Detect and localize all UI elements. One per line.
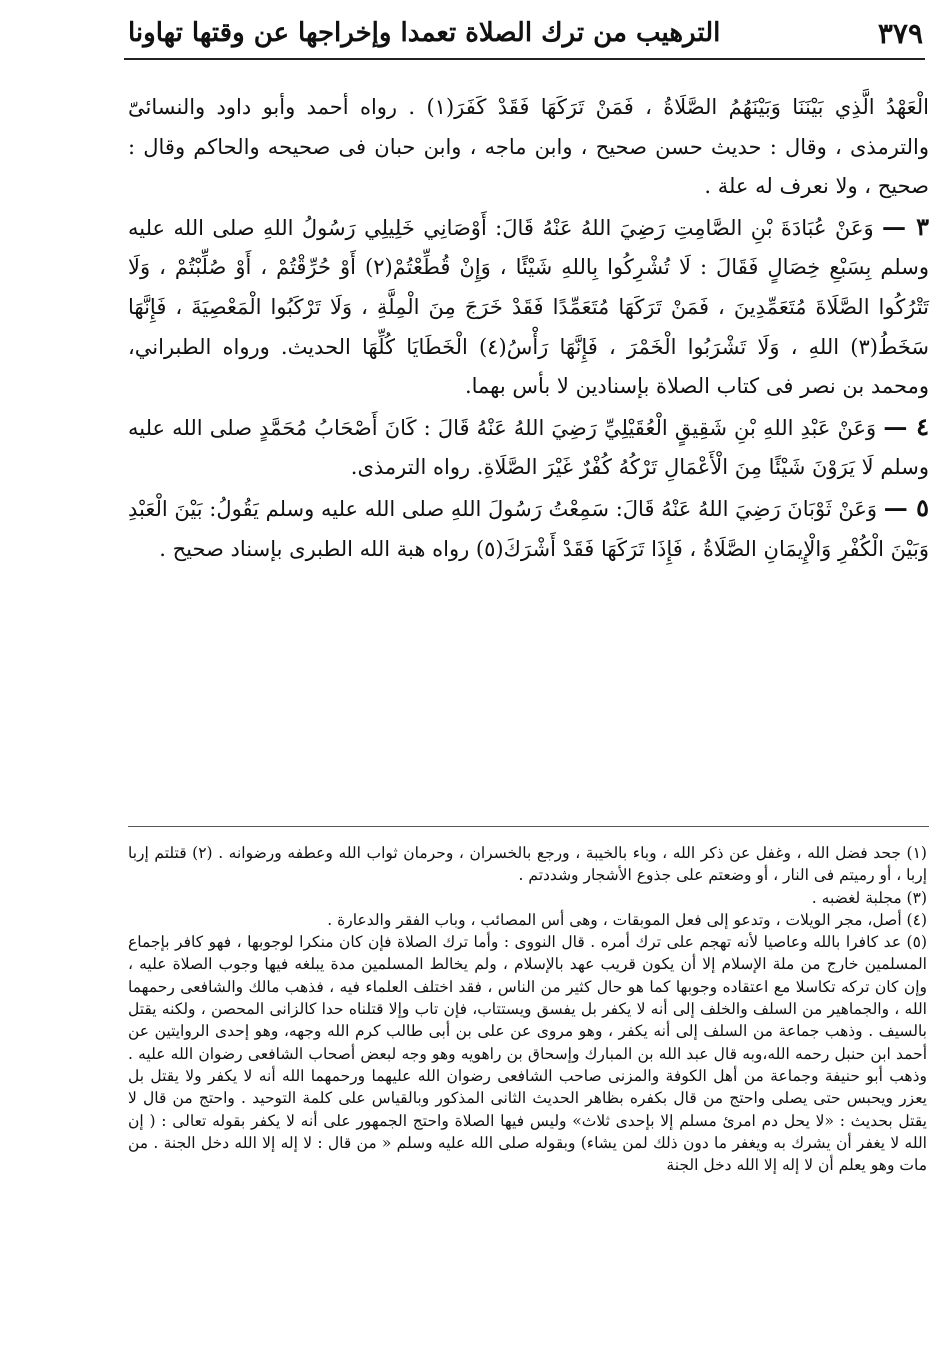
footnote-text: (٢) قتلتم إربا إربا ، أو رميتم فى النار ، أو وضعتم على جذوع الأشجار وشددتم . [128, 844, 927, 885]
footnote-text: (١) جحد فضل الله ، وغفل عن ذكر الله ، وباء بالخيبة ، ورجع بالخسران ، وحرمان ثواب الله وعطفه ورضوانه . [218, 844, 927, 862]
footnotes [128, 842, 927, 1176]
paragraph-text: وَعَنْ ثَوْبَانَ رَضِيَ اللهُ عَنْهُ قَالَ: سَمِعْتُ رَسُولَ اللهِ صلى الله عليه وسلم يَقُولُ: بَيْنَ الْعَبْدِ وَبَيْنَ الْكُفْرِ وَالْإِيمَانِ الصَّلَاةُ ، فَإِذَا تَرَكَهَا فَقَدْ أَشْرَكَ(٥) رواه هبة الله الطبرى بإسناد صحيح . [128, 496, 929, 561]
paragraph-hadith-3 [128, 207, 929, 407]
paragraph-hadith-5 [128, 488, 929, 569]
footnote-1 [128, 842, 927, 887]
footnote-4 [128, 909, 927, 931]
footnote-text: (٣) مجلبة لغضبه . [811, 888, 927, 907]
footnote-3 [128, 887, 927, 909]
paragraph-text: وَعَنْ عَبْدِ اللهِ بْنِ شَقِيقٍ الْعُقَيْلِيِّ رَضِيَ اللهُ عَنْهُ قَالَ : كَانَ أَصْحَابُ مُحَمَّدٍ صلى الله عليه وسلم لَا يَرَوْنَ شَيْئًا مِنَ الْأَعْمَالِ تَرْكُهُ كُفْرٌ غَيْرَ الصَّلَاةِ. رواه الترمذى. [128, 415, 929, 480]
footnote-rule [128, 826, 929, 827]
footnote-text: (٤) أصل، مجر الويلات ، وتدعو إلى فعل الموبقات ، وهى أس المصائب ، وباب الفقر والدعارة . [327, 910, 927, 929]
header-rule [124, 58, 925, 60]
page-number: ٣٧٩ [877, 16, 923, 50]
footnote-text: (٥) عد كافرا بالله وعاصيا لأنه تهجم على ترك أمره . قال النووى : وأما ترك الصلاة فإن كان منكرا لوجوبها ، فهو كافر بإجماع المسلمين خارج من ملة الإسلام إلا أن يكون قريب عهد بالإسلام ، ولم يخالط المسلمين مدة يبلغه فيها وجوب الصلاة عليه ، وإن كان تركه تكاسلا مع اعتقاده وجوبها كما هو حال كثير من الناس ، فقد اختلف العلماء فيه ، فذهب مالك والشافعى رحمهما الله ، والجماهير من السلف والخلف إلى أنه لا يكفر بل يفسق ويستتاب، فإن تاب وإلا قتلناه حدا كالزانى المحصن ، ولكنه يقتل بالسيف . وذهب جماعة من السلف إلى أنه يكفر ، وهو مروى عن على بن أبى طالب كرم الله وجهه، وهو إحدى الروايتين عن أحمد ابن حنبل رحمه الله،وبه قال عبد الله بن المبارك وإسحاق بن راهويه وهو وجه لبعض أصحاب الشافعى رضوان الله عليه . وذهب أبو حنيفة وجماعة من أهل الكوفة والمزنى صاحب الشافعى رضوان الله عليهما ورحمهما الله أنه لا يكفر ولا يقتل بل يعزر ويحبس حتى يصلى واحتج من قال بكفره بظاهر الحديث الثانى المذكور وبالقياس على كلمة التوحيد . واحتج من قال لا يقتل بحديث : «لا يحل دم امرئ مسلم إلا بإحدى ثلاث» وليس فيها الصلاة واحتج الجمهور على أنه لا يكفر بقوله تعالى : ( إن الله لا يغفر أن يشرك به ويغفر ما دون ذلك لمن يشاء) وبقوله صلى الله عليه وسلم « من قال : لا إله إلا الله دخل الجنة . من مات وهو يعلم أن لا إله إلا الله دخل الجنة [128, 933, 927, 1175]
paragraph-hadith-2-end [128, 88, 929, 207]
chapter-title: الترهيب من ترك الصلاة تعمدا وإخراجها عن وقتها تهاونا [128, 18, 721, 48]
paragraph-text: وَعَنْ عُبَادَةَ بْنِ الصَّامِتِ رَضِيَ اللهُ عَنْهُ قَالَ: أَوْصَانِي خَلِيلِي رَسُولُ اللهِ صلى الله عليه وسلم بِسَبْعِ خِصَالٍ فَقَالَ : لَا تُشْرِكُوا بِاللهِ شَيْئًا ، وَإِنْ قُطِّعْتُمْ(٢) أَوْ حُرِّقْتُمْ ، أَوْ صُلِّبْتُمْ ، وَلَا تَتْرُكُوا الصَّلَاةَ مُتَعَمِّدِينَ ، فَمَنْ تَرَكَهَا مُتَعَمِّدًا فَقَدْ خَرَجَ مِنَ الْمِلَّةِ ، وَلَا تَرْكَبُوا الْمَعْصِيَةَ ، فَإِنَّهَا سَخَطُ(٣) اللهِ ، وَلَا تَشْرَبُوا الْخَمْرَ ، فَإِنَّهَا رَأْسُ(٤) الْخَطَايَا كُلِّهَا الحديث. ورواه الطبراني، ومحمد بن نصر فى كتاب الصلاة بإسنادين لا بأس بهما. [128, 215, 929, 399]
paragraph-text: الْعَهْدُ الَّذِي بَيْنَنَا وَبَيْنَهُمُ الصَّلَاةُ ، فَمَنْ تَرَكَهَا فَقَدْ كَفَرَ(١) . رواه أحمد وأبو داود والنسائىّ والترمذى ، وقال : حديث حسن صحيح ، وابن ماجه ، وابن حبان فى صحيحه والحاكم وقال : صحيح ، ولا نعرف له علة . [128, 95, 929, 199]
hadith-number: ٥ — [883, 492, 929, 522]
hadith-number: ٣ — [882, 211, 929, 241]
hadith-number: ٤ — [883, 411, 929, 441]
paragraph-hadith-4 [128, 407, 929, 488]
footnote-5 [128, 931, 927, 1176]
running-header [128, 10, 923, 56]
main-text [128, 88, 929, 569]
